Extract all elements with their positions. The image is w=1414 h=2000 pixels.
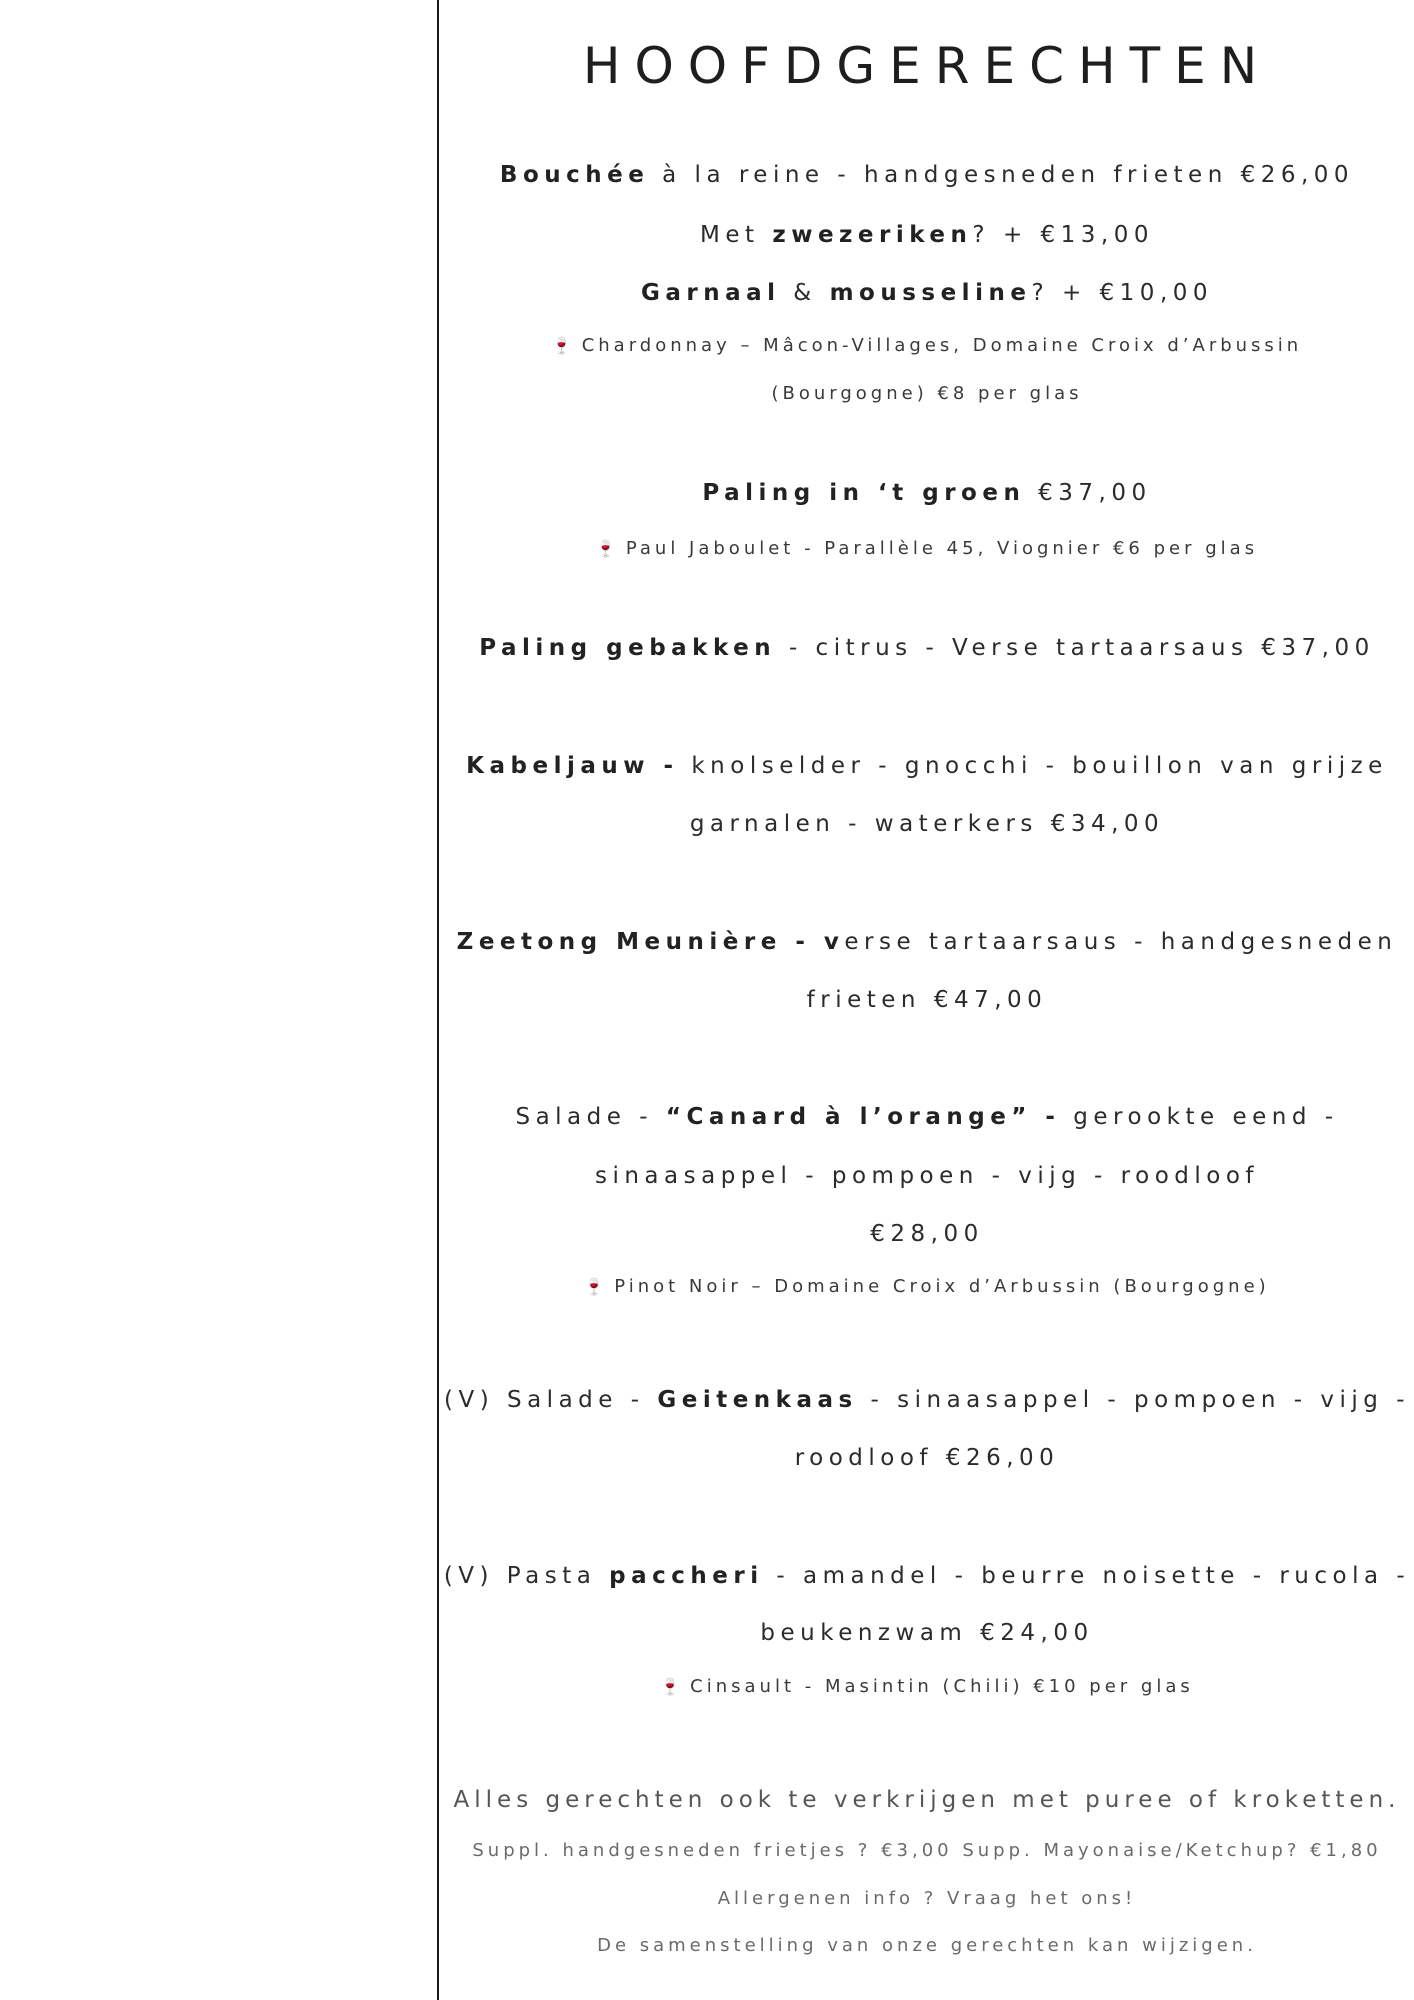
dish-description: sinaasappel - pompoen - vijg - roodloof <box>594 1163 1259 1189</box>
dish-description: gerookte eend - <box>1060 1104 1339 1130</box>
menu-item-salade-canard: Salade - “Canard à l’orange” - gerookte eend - <box>515 1104 1339 1130</box>
footer-note: Alles gerechten ook te verkrijgen met puree of kroketten. <box>453 1787 1401 1813</box>
dish-description: roodloof €26,00 <box>794 1445 1060 1471</box>
dish-description: erse tartaarsaus - handgesneden <box>844 929 1398 955</box>
page-title: HOOFDGERECHTEN <box>582 37 1272 95</box>
menu-item-pasta-paccheri: (V) Pasta paccheri - amandel - beurre noisette - rucola - <box>443 1563 1411 1589</box>
dish-description: garnalen - waterkers €34,00 <box>689 811 1165 837</box>
dish-description: beukenzwam €24,00 <box>760 1620 1094 1646</box>
dish-description: à la reine - handgesneden frieten €26,00 <box>649 162 1355 188</box>
menu-item-kabeljauw <box>440 749 1414 783</box>
wine-pairing: 🍷 Pinot Noir – Domaine Croix d’Arbussin (Bourgogne) <box>584 1276 1270 1297</box>
dish-name: Paling gebakken <box>479 635 777 661</box>
dish-name: “Canard à l’orange” - <box>665 1104 1061 1130</box>
wine-glass-icon: 🍷 <box>660 1677 681 1696</box>
footer-notice: De samenstelling van onze gerechten kan wijzigen. <box>597 1935 1257 1956</box>
option-name: zwezeriken <box>772 222 973 248</box>
wine-pairing: 🍷 Cinsault - Masintin (Chili) €10 per glas <box>660 1676 1194 1697</box>
option-price: ? + €10,00 <box>1031 280 1214 306</box>
option-name: Garnaal <box>640 280 781 306</box>
wine-pairing: 🍷 Chardonnay – Mâcon-Villages, Domaine Croix d’Arbussin <box>551 335 1303 356</box>
menu-item-salade-geitenkaas: (V) Salade - Geitenkaas - sinaasappel - pompoen - vijg - <box>444 1387 1410 1413</box>
menu-item-option: Garnaal & mousseline? + €10,00 <box>640 280 1214 306</box>
footer-supplements: Suppl. handgesneden frietjes ? €3,00 Supp. Mayonaise/Ketchup? €1,80 <box>472 1840 1382 1861</box>
wine-pairing: 🍷 Paul Jaboulet - Parallèle 45, Viognier €6 per glas <box>595 538 1259 559</box>
dish-description: frieten €47,00 <box>806 987 1048 1013</box>
wine-pairing: (Bourgogne) €8 per glas <box>771 383 1083 404</box>
dish-name: Paling in ‘t groen <box>702 480 1026 506</box>
footer-allergens: Allergenen info ? Vraag het ons! <box>717 1888 1137 1909</box>
dish-description: - sinaasappel - pompoen - vijg - <box>857 1387 1410 1413</box>
dish-price: €37,00 <box>1025 480 1152 506</box>
wine-glass-icon: 🍷 <box>584 1277 605 1296</box>
option-price: ? + €13,00 <box>972 222 1155 248</box>
option-name: mousseline <box>829 280 1032 306</box>
dish-description: - amandel - beurre noisette - rucola - <box>763 1563 1411 1589</box>
dish-name: Geitenkaas <box>657 1387 858 1413</box>
menu-item-bouchee <box>440 158 1414 192</box>
dish-name: Zeetong Meunière - v <box>456 929 845 955</box>
dish-name: Kabeljauw - <box>466 753 679 779</box>
dish-price: €28,00 <box>870 1221 984 1247</box>
menu-item-option: Met zwezeriken? + €13,00 <box>699 222 1155 248</box>
dish-name: Bouchée <box>499 162 650 188</box>
menu-page <box>440 0 1414 2000</box>
vertical-divider <box>437 0 439 2000</box>
dish-name: paccheri <box>609 1563 764 1589</box>
wine-glass-icon: 🍷 <box>595 539 616 558</box>
wine-glass-icon: 🍷 <box>551 336 572 355</box>
dish-description: - citrus - Verse tartaarsaus €37,00 <box>776 635 1375 661</box>
menu-item-paling-groen <box>440 476 1414 510</box>
menu-item-zeetong <box>440 925 1414 959</box>
dish-description: knolselder - gnocchi - bouillon van grijze <box>678 753 1388 779</box>
menu-item-paling-gebakken <box>440 631 1414 665</box>
